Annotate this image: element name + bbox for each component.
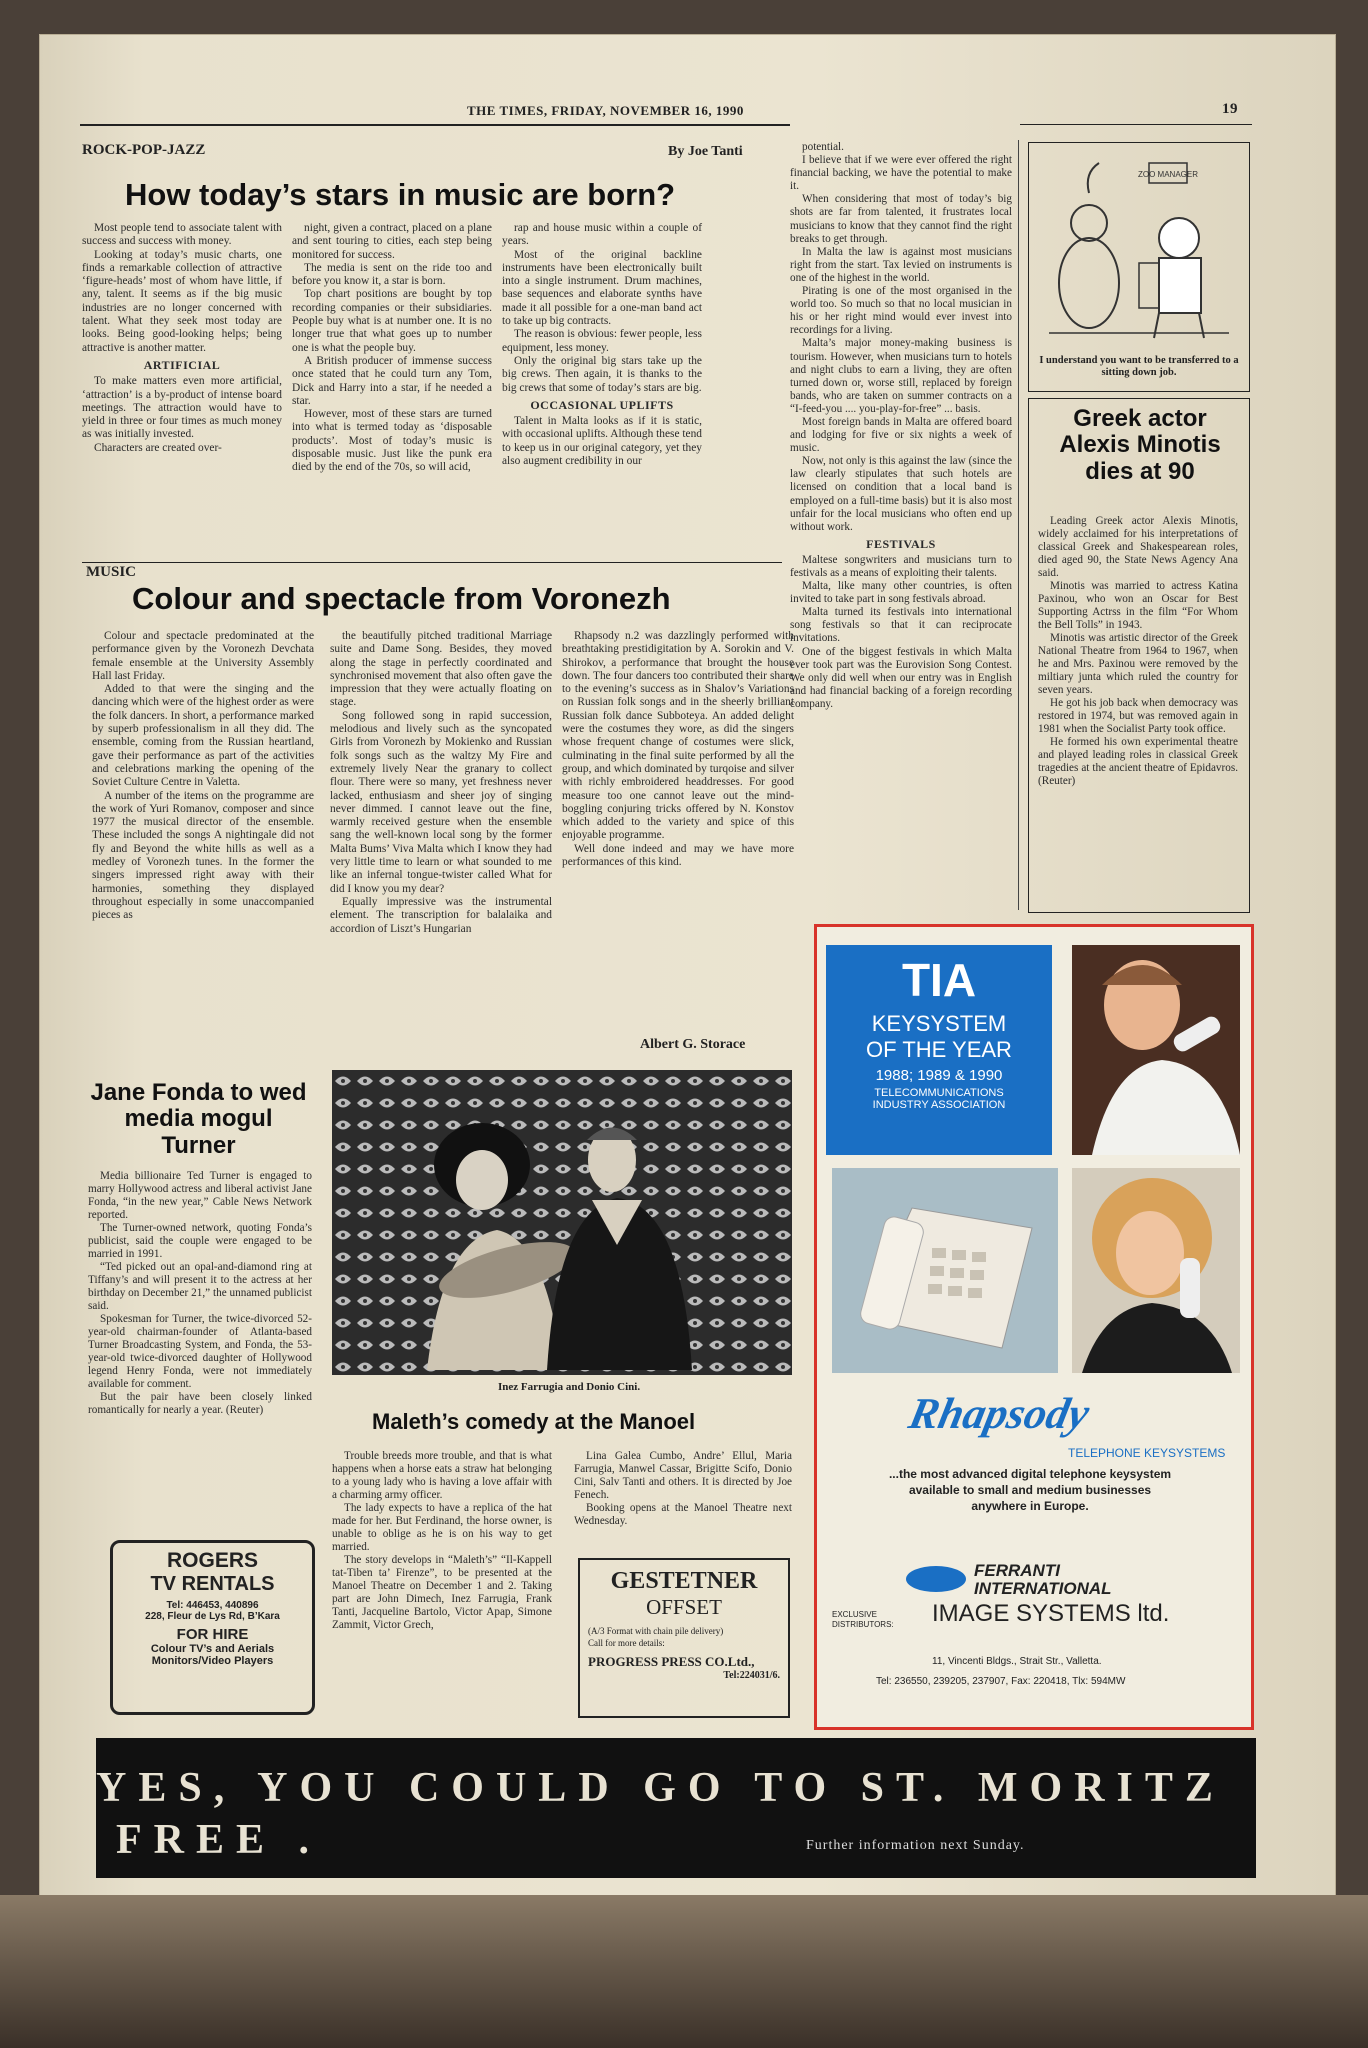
rogers-subtitle: TV RENTALS — [150, 1573, 275, 1595]
tia-tagline: ...the most advanced digital telephone keysystem available to small and medium businesses anywhere in Europe. — [888, 1467, 1172, 1513]
tia-blue-panel — [826, 945, 1052, 1155]
telephone-image — [832, 1168, 1058, 1373]
moritz-line1: YES, YOU COULD GO TO ST. MORITZ — [96, 1765, 1225, 1811]
exclusive-distributors: EXCLUSIVE DISTRIBUTORS: — [832, 1610, 894, 1629]
photo-image — [332, 1070, 792, 1375]
rock-col3: rap and house music within a couple of years. Most of the original backline instruments have been electronically built into a single instrument. Drum machines, base sequences and elaborate synths have made it all possible for a one-man band act to take up big contracts. The reason is obvious: fewer people, less equipment, less money. Only the original big stars take up the big crews. Then again, it is thanks to the big crews that some of today’s stars are big. OCCASIONAL UPLIFTS Talent in Malta looks as if it is static, with occasional uplifts. Although these tend to keep us in our original category, yet they also augment credibility in our — [502, 222, 702, 468]
moritz-line2: FREE . — [116, 1817, 322, 1863]
page-number: 19 — [1222, 101, 1238, 117]
image-systems-logo: IMAGE SYSTEMS ltd. — [932, 1600, 1170, 1627]
maleth-col2: Lina Galea Cumbo, Andre’ Ellul, Maria Farrugia, Manwel Cassar, Brigitte Scifo, Donio Cini, Salv Tanti and others. It is directed by Joe Fenech. Booking opens at the Manoel Theatre next Wednesday. — [574, 1450, 792, 1527]
section-label-rock: ROCK-POP-JAZZ — [82, 142, 206, 158]
ferranti-line2: INTERNATIONAL — [974, 1579, 1112, 1598]
gestetner-offset: OFFSET — [646, 1595, 722, 1619]
rock-col2: night, given a contract, placed on a plane and sent touring to cities, each step being monitored for success. The media is sent on the ride too and before you know it, a star is born. Top chart positions are bought by top recording companies or their subsidiaries. People buy what is at number one. It is no longer true that what goes up to number one is what the people buy. A British producer of immense success once stated that he could turn any Tom, Dick and Harry into a star, if he needed a star. However, most of these stars are turned into what is termed today as ‘disposable products’. Most of today’s music is disposable music. Just like the punk era died by the end of the 70s, so will acid, — [292, 222, 492, 474]
masthead-rule — [80, 124, 790, 126]
gestetner-company: PROGRESS PRESS CO.Ltd., — [588, 1654, 755, 1669]
photo-woman-phone-image — [1072, 1168, 1240, 1373]
moritz-note: Further information next Sunday. — [806, 1838, 1025, 1853]
music-rule — [82, 562, 782, 563]
headline-voronezh: Colour and spectacle from Voronezh — [132, 581, 671, 616]
greek-body: Leading Greek actor Alexis Minotis, widely acclaimed for his interpretations of classical Greek and Shakespearean roles, died aged 90, the State News Agency Ana said. Minotis was married to actress Katina Paxinou, who won an Oscar for Best Supporting Actrss in the film “For Whom the Bell Tolls” in 1943. Minotis was artistic director of the Greek National Theatre from 1964 to 1967, when he and Mrs. Paxinou were removed by the miltiary junta which ruled the country for seven years. He got his job back when democracy was restored in 1974, but was removed again in 1981 when the Socialist Party took office. He formed his own experimental theatre and played leading roles in classical Greek tragedies at the ancient theatre of Epidavros. (Reuter) — [1038, 515, 1238, 787]
voronezh-col3: Rhapsody n.2 was dazzlingly performed with breathtaking prestidigitation by A. Sorokin and V. Shirokov, a performance that brought the house down. The four dancers too contributed their share to the evening’s success as in Shalov’s Variations on Russian folk songs and in the sheerly brilliant Russian folk dance Subboteya. An added delight were the costumes they wore, as did the singers whose frequent change of costumes were slick, culminating in the final suite performed by all the group, and which dominated by turqoise and silver with richly embroidered headdresses. For good measure too one cannot leave out the mind-boggling conjuring tricks offered by N. Konstov which added to the variety and spice of this enjoyable programme. Well done indeed and may we have more performances of this kind. — [562, 630, 794, 869]
gestetner-title: GESTETNER — [610, 1568, 758, 1594]
cartoon-box — [1028, 142, 1250, 392]
photo-caption: Inez Farrugia and Donio Cini. — [498, 1381, 641, 1393]
cartoon-sign: ZOO MANAGER — [1137, 170, 1199, 179]
photo-telephone — [832, 1168, 1058, 1373]
tia-years: 1988; 1989 & 1990 — [875, 1067, 1003, 1084]
tia-title: TIA — [901, 954, 977, 1006]
fonda-body: Media billionaire Ted Turner is engaged to marry Hollywood actress and liberal activist Jane Fonda, “in the new year,” Cable News Network reported. The Turner-owned network, quoting Fonda’s publicist, said the couple were engaged to be married in 1991. “Ted picked out an opal-and-diamond ring at Tiffany’s and will present it to the actress at her birthday on December 21,” the unnamed publicist said. Spokesman for Turner, the twice-divorced 52-year-old chairman-founder of Atlanta-based Turner Broadcasting System, and Fonda, the 53-year-old twice-divorced daughter of Hollywood legend Henry Fonda, were not immediately available for comment. But the pair have been closely linked romantically for nearly a year. (Reuter) — [88, 1170, 312, 1416]
rogers-ad — [110, 1540, 315, 1715]
stage-photo — [332, 1070, 792, 1375]
cartoon-illustration — [1029, 143, 1249, 353]
maleth-col1: Trouble breeds more trouble, and that is what happens when a horse eats a straw hat belonging to a young lady who is having a love affair with a charming army officer. The lady expects to have a replica of the hat made for her. But Ferdinand, the horse owner, is unable to oblige as he is on his way to get married. The story develops in “Maleth’s” “Il-Kappell tat-Tiben ta’ Firenze”, to be presented at the Manoel Theatre on December 1 and 2. Taking part are John Dimech, Inez Farrugia, Frank Tanti, Jacqueline Bartolo, Victor Apap, Simone Zammit, Victor Grech, — [332, 1450, 552, 1631]
headline-fonda: Jane Fonda to wed media mogul Turner — [90, 1079, 307, 1159]
rock-col1: Most people tend to associate talent with success and success with money. Looking at today’s music charts, one finds a remarkable collection of attractive ‘figure-heads’ most of whom have little, if any, talent. It seems as if the big music industries are no longer concerned with talent. What they seek most today are looks. Being good-looking helps; being attractive is another matter. ARTIFICIAL To make matters even more artificial, ‘attraction’ is a by-product of intense board meetings. The attraction would have to yield in three or four times as much money as was initially invested. Characters are created over- — [82, 222, 282, 454]
masthead-rule-right — [1020, 124, 1252, 125]
gestetner-ad — [578, 1558, 790, 1718]
rogers-line2: Monitors/Video Players — [151, 1655, 274, 1667]
headline-maleth: Maleth’s comedy at the Manoel — [372, 1409, 696, 1434]
tia-assoc1: TELECOMMUNICATIONS — [874, 1087, 1004, 1099]
rogers-hire: FOR HIRE — [176, 1626, 249, 1643]
rogers-line1: Colour TV’s and Aerials — [150, 1643, 275, 1655]
rock-col4: potential. I believe that if we were ever offered the right financial backing, we have the potential to make it. When considering that most of today’s big shots are far from talented, it frustrates local musicians to know that they cannot find the right breaks to get through. In Malta the law is against most musicians right from the start. Tax levied on instruments is one of the highest in the world. Pirating is one of the most organised in the world too. So much so that no local musician in his or her right mind would ever invest into recordings for a living. Malta’s major money-making business is tourism. However, when musicians turn to hotels and night clubs to earn a living, they are often turned down or, worse still, replaced by foreign bands, who are taken on summer contracts on a “I-feed-you .... you-play-for-free” ... basis. Most foreign bands in Malta are offered board and lodging for five or six nights a week of music. Now, not only is this against the law (since the law clearly stipulates that such hotels are licensed on condition that a local band is employed on a full-time basis) but it is also most unfair for the local musicians who often end up without work. FESTIVALS Maltese songwriters and musicians turn to festivals as a means of exploiting their talents. Malta, like many other countries, is often invited to take part in song festivals abroad. Malta turned its festivals into international song festivals so that it can reciprocate invitations. One of the biggest festivals in which Malta ever took part was the Eurovision Song Contest. We only did well when our entry was in English and had financial backing of a foreign recording company. — [790, 141, 1012, 710]
tia-line2: OF THE YEAR — [866, 1037, 1012, 1062]
byline-tanti: By Joe Tanti — [668, 144, 743, 159]
moritz-banner — [96, 1738, 1256, 1878]
tia-address: 11, Vincenti Bldgs., Strait Str., Valletta. — [932, 1656, 1102, 1667]
cartoon-caption: I understand you want to be transferred to a sitting down job. — [1039, 355, 1239, 378]
byline-storace: Albert G. Storace — [640, 1037, 746, 1052]
column-rule — [1018, 140, 1019, 910]
headline-minotis: Greek actor Alexis Minotis dies at 90 — [1059, 405, 1221, 485]
photo-man-phone — [1072, 945, 1240, 1155]
ferranti-name — [974, 1562, 1112, 1598]
photo-woman-phone — [1072, 1168, 1240, 1373]
ferranti-logo-icon — [906, 1566, 966, 1592]
headline-stars: How today’s stars in music are born? — [125, 177, 676, 212]
gestetner-line1: (A/3 Format with chain pile delivery) — [588, 1626, 724, 1636]
voronezh-col2: the beautifully pitched traditional Marriage suite and Dame Song. Besides, they moved along the stage in perfectly coordinated and synchronised movement that also often gave the impression that they were actually floating on stage. Song followed song in rapid succession, melodious and lively such as the syncopated Girls from Voronezh by Mokienko and Russian folk songs such as the waltzy My Fire and extremely lively Near the granary to collect flour. There were so many, yet freshness never lacked, enthusiasm and sheer joy of singing never dimmed. I cannot leave out the fine, warmly received gesture when the ensemble sang the well-known local song by the former Malta Bums’ Viva Malta which I know they had very little time to learn or what sounded to me like an infernal tongue-twister called What for did I know you my dear? Equally impressive was the instrumental element. The transcription for balalaika and accordion of Liszt’s Hungarian — [330, 630, 552, 935]
photo-man-phone-image — [1072, 945, 1240, 1155]
tia-line1: KEYSYSTEM — [871, 1011, 1007, 1036]
gestetner-line2: Call for more details: — [588, 1638, 665, 1648]
voronezh-col1: Colour and spectacle predominated at the performance given by the Voronezh Devchata female ensemble at the University Assembly Hall last Friday. Added to that were the singing and the dancing which were of the highest order as were the folk dancers. In short, a performance marked by superb professionalism in all they did. The ensemble, coming from the Russian heartland, gave their performance as part of the activities and celebrations marking the opening of the Soviet Culture Centre in Valetta. A number of the items on the programme are the work of Yuri Romanov, composer and since 1977 the musical director of the ensemble. These included the songs A nightingale did not fly and Beyond the white hills as well as a medley of Voronezh tunes. In the former the singers impressed right away with their harmonies, something they displayed throughout especially in some unaccompanied pieces as — [92, 630, 314, 922]
masthead-date: THE TIMES, FRIDAY, NOVEMBER 16, 1990 — [467, 103, 744, 118]
section-label-music: MUSIC — [86, 564, 137, 580]
rogers-address: 228, Fleur de Lys Rd, B’Kara — [145, 1611, 280, 1622]
page-fold-shadow — [0, 1895, 1368, 2048]
tia-tel: Tel: 236550, 239205, 237907, Fax: 220418, Tlx: 594MW — [876, 1676, 1126, 1687]
ferranti-line1: FERRANTI — [974, 1561, 1060, 1580]
gestetner-tel: Tel:224031/6. — [723, 1670, 780, 1681]
rogers-tel: Tel: 446453, 440896 — [166, 1600, 259, 1611]
rhapsody-logo: Rhapsody — [904, 1389, 1094, 1438]
rogers-title: ROGERS — [166, 1549, 258, 1572]
rhapsody-keysystems: TELEPHONE KEYSYSTEMS — [1068, 1446, 1226, 1460]
tia-assoc2: INDUSTRY ASSOCIATION — [872, 1099, 1006, 1111]
